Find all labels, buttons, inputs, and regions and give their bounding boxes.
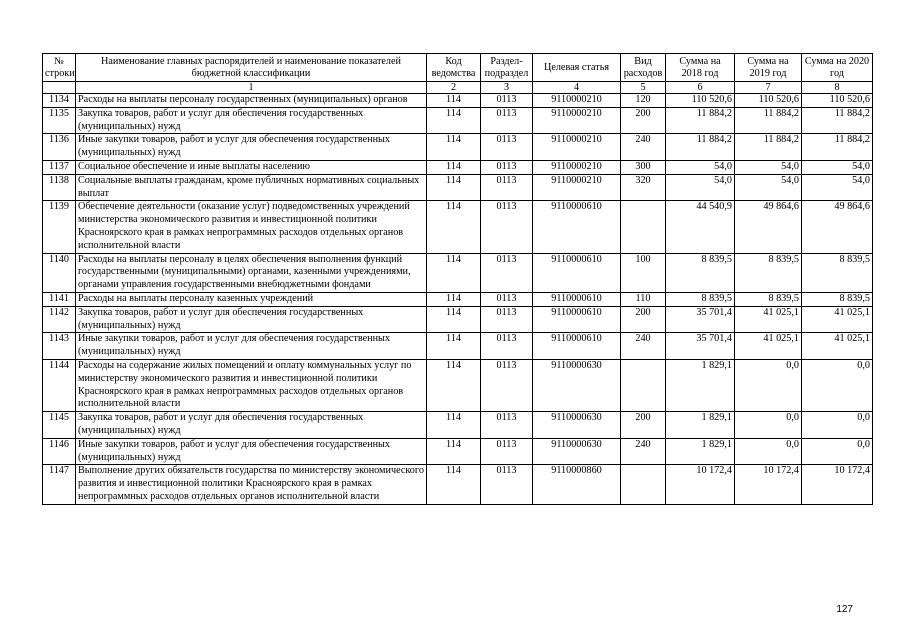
row-section: 0113: [481, 253, 533, 292]
row-target: 9110000610: [533, 306, 621, 333]
row-section: 0113: [481, 359, 533, 411]
row-dept-code: 114: [427, 94, 481, 108]
table-row: [43, 174, 873, 201]
row-sum-2020: 10 172,4: [802, 465, 873, 504]
header-target: Целевая статья: [533, 54, 621, 82]
header-sum-2020: Сумма на 2020 год: [802, 54, 873, 82]
table-row: [43, 201, 873, 253]
row-section: 0113: [481, 465, 533, 504]
row-number: 1138: [43, 174, 76, 201]
table-row: [43, 253, 873, 292]
row-sum-2019: 41 025,1: [735, 333, 802, 360]
row-number: 1137: [43, 160, 76, 174]
row-expense-type: [621, 201, 666, 253]
row-expense-type: 240: [621, 333, 666, 360]
table-row: [43, 160, 873, 174]
row-expense-type: 200: [621, 412, 666, 439]
row-number: 1141: [43, 292, 76, 306]
row-section: 0113: [481, 134, 533, 161]
row-dept-code: 114: [427, 107, 481, 134]
row-expense-type: 200: [621, 306, 666, 333]
column-number: 2: [427, 82, 481, 94]
row-number: 1139: [43, 201, 76, 253]
row-name: Закупка товаров, работ и услуг для обеспечения государственных (муниципальных) нужд: [76, 412, 427, 439]
row-target: 9110000210: [533, 160, 621, 174]
row-name: Иные закупки товаров, работ и услуг для обеспечения государственных (муниципальных) нужд: [76, 134, 427, 161]
row-sum-2018: 11 884,2: [666, 134, 735, 161]
row-sum-2019: 0,0: [735, 359, 802, 411]
row-sum-2019: 0,0: [735, 438, 802, 465]
row-target: 9110000630: [533, 412, 621, 439]
row-sum-2020: 41 025,1: [802, 306, 873, 333]
table-row: [43, 292, 873, 306]
row-dept-code: 114: [427, 134, 481, 161]
row-sum-2020: 0,0: [802, 438, 873, 465]
table-row: [43, 134, 873, 161]
row-sum-2020: 0,0: [802, 359, 873, 411]
row-dept-code: 114: [427, 333, 481, 360]
row-sum-2019: 49 864,6: [735, 201, 802, 253]
row-target: 9110000210: [533, 94, 621, 108]
row-dept-code: 114: [427, 412, 481, 439]
column-number: 8: [802, 82, 873, 94]
row-number: 1144: [43, 359, 76, 411]
row-target: 9110000860: [533, 465, 621, 504]
row-section: 0113: [481, 306, 533, 333]
table-row: [43, 94, 873, 108]
row-section: 0113: [481, 438, 533, 465]
row-name: Расходы на выплаты персоналу государственных (муниципальных) органов: [76, 94, 427, 108]
row-dept-code: 114: [427, 292, 481, 306]
budget-table: [42, 53, 873, 505]
row-expense-type: 300: [621, 160, 666, 174]
header-row-number: № строки: [43, 54, 76, 82]
table-row: [43, 306, 873, 333]
row-number: 1135: [43, 107, 76, 134]
row-number: 1140: [43, 253, 76, 292]
row-sum-2018: 1 829,1: [666, 438, 735, 465]
row-section: 0113: [481, 160, 533, 174]
row-number: 1143: [43, 333, 76, 360]
table-row: [43, 107, 873, 134]
row-target: 9110000610: [533, 292, 621, 306]
row-sum-2018: 44 540,9: [666, 201, 735, 253]
row-sum-2019: 54,0: [735, 174, 802, 201]
row-name: Выполнение других обязательств государства по министерству экономического развития и инвестиционной политики Красноярского края в рамках непрограммных расходов отдельных органов исполнительной власти: [76, 465, 427, 504]
row-expense-type: 200: [621, 107, 666, 134]
row-number: 1146: [43, 438, 76, 465]
row-section: 0113: [481, 174, 533, 201]
row-expense-type: 240: [621, 134, 666, 161]
row-sum-2020: 54,0: [802, 160, 873, 174]
row-expense-type: 100: [621, 253, 666, 292]
row-name: Обеспечение деятельности (оказание услуг) подведомственных учреждений министерства экономического развития и инвестиционной политики Красноярского края в рамках непрограммных расходов отдельных органов исполнительной власти: [76, 201, 427, 253]
row-section: 0113: [481, 412, 533, 439]
row-sum-2018: 54,0: [666, 174, 735, 201]
row-name: Расходы на выплаты персоналу казенных учреждений: [76, 292, 427, 306]
row-sum-2020: 11 884,2: [802, 134, 873, 161]
row-expense-type: 240: [621, 438, 666, 465]
row-sum-2018: 10 172,4: [666, 465, 735, 504]
row-number: 1136: [43, 134, 76, 161]
row-section: 0113: [481, 94, 533, 108]
row-sum-2018: 54,0: [666, 160, 735, 174]
row-expense-type: [621, 465, 666, 504]
row-dept-code: 114: [427, 306, 481, 333]
row-dept-code: 114: [427, 201, 481, 253]
row-section: 0113: [481, 292, 533, 306]
row-dept-code: 114: [427, 160, 481, 174]
row-sum-2019: 54,0: [735, 160, 802, 174]
row-number: 1145: [43, 412, 76, 439]
row-sum-2018: 1 829,1: [666, 359, 735, 411]
table-row: [43, 333, 873, 360]
column-number: 3: [481, 82, 533, 94]
row-target: 9110000610: [533, 253, 621, 292]
row-sum-2019: 0,0: [735, 412, 802, 439]
row-sum-2018: 1 829,1: [666, 412, 735, 439]
row-sum-2020: 41 025,1: [802, 333, 873, 360]
row-name: Закупка товаров, работ и услуг для обеспечения государственных (муниципальных) нужд: [76, 306, 427, 333]
row-expense-type: [621, 359, 666, 411]
row-target: 9110000610: [533, 333, 621, 360]
row-section: 0113: [481, 333, 533, 360]
row-sum-2020: 8 839,5: [802, 292, 873, 306]
header-name: Наименование главных распорядителей и наименование показателей бюджетной классификации: [76, 54, 427, 82]
row-name: Социальные выплаты гражданам, кроме публичных нормативных социальных выплат: [76, 174, 427, 201]
column-number: 7: [735, 82, 802, 94]
column-number: 5: [621, 82, 666, 94]
header-section: Раздел-подраздел: [481, 54, 533, 82]
row-dept-code: 114: [427, 359, 481, 411]
column-number: [43, 82, 76, 94]
row-sum-2019: 41 025,1: [735, 306, 802, 333]
table-row: [43, 412, 873, 439]
row-sum-2018: 11 884,2: [666, 107, 735, 134]
table-header-row: [43, 54, 873, 82]
row-expense-type: 320: [621, 174, 666, 201]
table-row: [43, 465, 873, 504]
row-number: 1142: [43, 306, 76, 333]
header-expense-type: Вид расходов: [621, 54, 666, 82]
column-number: 1: [76, 82, 427, 94]
row-dept-code: 114: [427, 465, 481, 504]
column-number: 6: [666, 82, 735, 94]
row-dept-code: 114: [427, 174, 481, 201]
header-sum-2018: Сумма на 2018 год: [666, 54, 735, 82]
row-sum-2020: 49 864,6: [802, 201, 873, 253]
row-sum-2019: 11 884,2: [735, 134, 802, 161]
row-sum-2020: 11 884,2: [802, 107, 873, 134]
row-name: Иные закупки товаров, работ и услуг для обеспечения государственных (муниципальных) нужд: [76, 333, 427, 360]
row-sum-2018: 35 701,4: [666, 333, 735, 360]
row-target: 9110000210: [533, 134, 621, 161]
row-name: Социальное обеспечение и иные выплаты населению: [76, 160, 427, 174]
row-section: 0113: [481, 201, 533, 253]
table-row: [43, 438, 873, 465]
row-section: 0113: [481, 107, 533, 134]
table-row: [43, 359, 873, 411]
row-sum-2018: 8 839,5: [666, 292, 735, 306]
row-sum-2018: 8 839,5: [666, 253, 735, 292]
row-target: 9110000630: [533, 359, 621, 411]
row-expense-type: 110: [621, 292, 666, 306]
row-sum-2020: 0,0: [802, 412, 873, 439]
column-number-row: [43, 82, 873, 94]
table-body: [43, 94, 873, 505]
page-number: 127: [836, 604, 853, 615]
row-target: 9110000210: [533, 107, 621, 134]
column-number: 4: [533, 82, 621, 94]
row-name: Закупка товаров, работ и услуг для обеспечения государственных (муниципальных) нужд: [76, 107, 427, 134]
row-target: 9110000630: [533, 438, 621, 465]
row-sum-2019: 10 172,4: [735, 465, 802, 504]
row-name: Иные закупки товаров, работ и услуг для обеспечения государственных (муниципальных) нужд: [76, 438, 427, 465]
row-target: 9110000210: [533, 174, 621, 201]
row-sum-2019: 11 884,2: [735, 107, 802, 134]
row-sum-2019: 110 520,6: [735, 94, 802, 108]
row-name: Расходы на выплаты персоналу в целях обеспечения выполнения функций государственными (муниципальными) органами, казенными учреждениями, органами управления государственными внебюджетными фондами: [76, 253, 427, 292]
row-sum-2020: 54,0: [802, 174, 873, 201]
row-sum-2020: 110 520,6: [802, 94, 873, 108]
row-number: 1147: [43, 465, 76, 504]
row-dept-code: 114: [427, 438, 481, 465]
row-sum-2019: 8 839,5: [735, 292, 802, 306]
row-number: 1134: [43, 94, 76, 108]
row-sum-2019: 8 839,5: [735, 253, 802, 292]
row-sum-2018: 110 520,6: [666, 94, 735, 108]
row-name: Расходы на содержание жилых помещений и оплату коммунальных услуг по министерству экономического развития и инвестиционной политики Красноярского края в рамках непрограммных расходов отдельных органов исполнительной власти: [76, 359, 427, 411]
row-sum-2020: 8 839,5: [802, 253, 873, 292]
header-dept-code: Код ведомства: [427, 54, 481, 82]
row-target: 9110000610: [533, 201, 621, 253]
row-expense-type: 120: [621, 94, 666, 108]
row-sum-2018: 35 701,4: [666, 306, 735, 333]
row-dept-code: 114: [427, 253, 481, 292]
header-sum-2019: Сумма на 2019 год: [735, 54, 802, 82]
